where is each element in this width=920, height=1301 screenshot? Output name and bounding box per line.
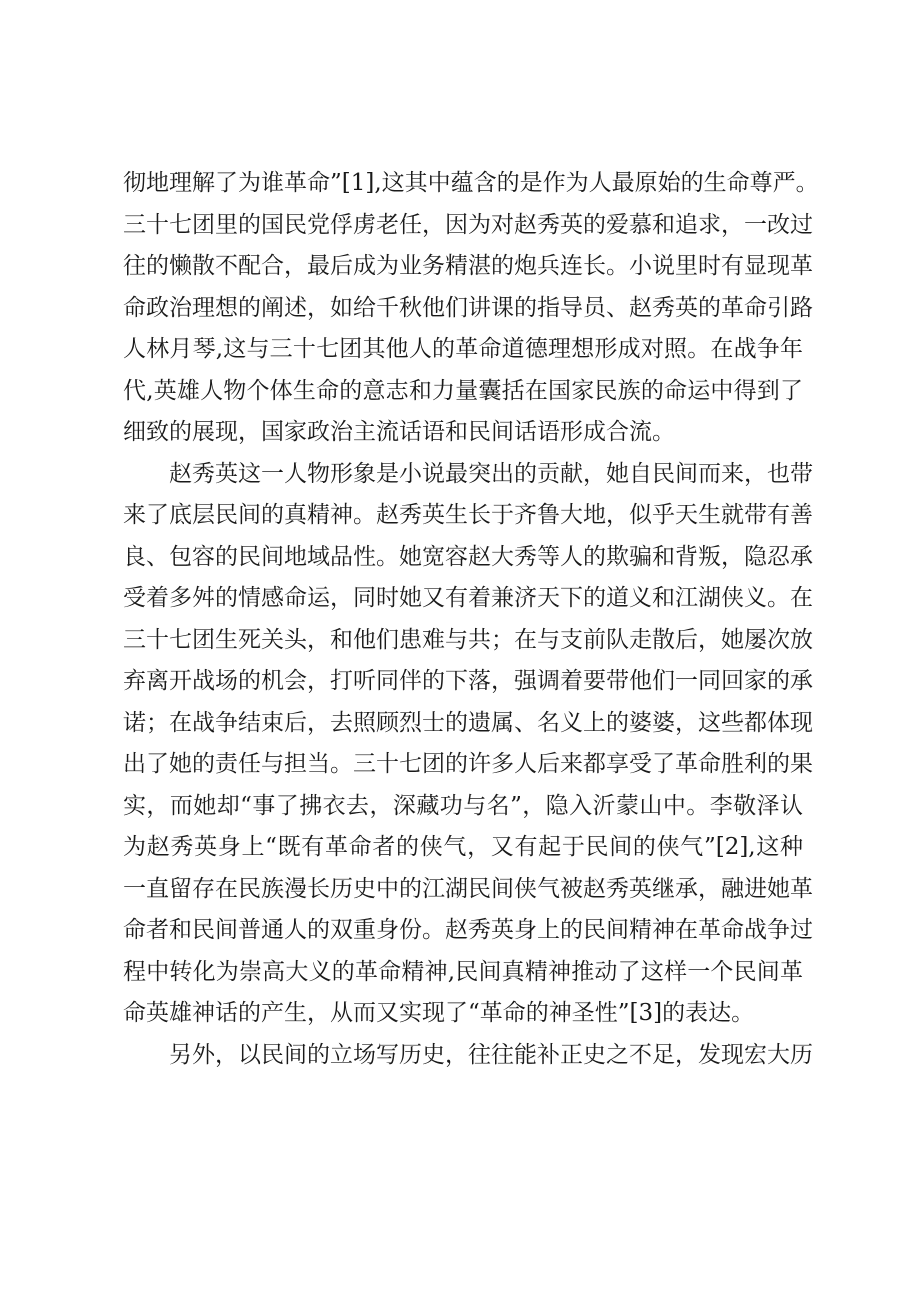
- text-line: 人林月琴,这与三十七团其他人的革命道德理想形成对照。在战争年: [123, 336, 803, 362]
- paragraph-1: [123, 163, 819, 454]
- text-line: 赵秀英这一人物形象是小说最突出的贡献，她自民间而来，也带: [169, 460, 813, 487]
- text-line: 弃离开战场的机会，打听同伴的下落，强调着要带他们一同回家的承: [123, 668, 813, 694]
- text-line: 三十七团生死关头，和他们患难与共；在与支前队走散后，她屡次放: [123, 626, 813, 653]
- paragraph-3: [123, 1035, 813, 1077]
- body-text: [123, 163, 819, 1076]
- text-line: 来了底层民间的真精神。赵秀英生长于齐鲁大地，似乎天生就带有善: [123, 502, 813, 528]
- text-line: 命者和民间普通人的双重身份。赵秀英身上的民间精神在革命战争过: [123, 917, 813, 943]
- text-line: 诺；在战争结束后，去照顾烈士的遗属、名义上的婆婆，这些都体现: [123, 709, 813, 736]
- text-line: 往的懒散不配合，最后成为业务精湛的炮兵连长。小说里时有显现革: [123, 253, 813, 279]
- text-line: 程中转化为崇高大义的革命精神,民间真精神推动了这样一个民间革: [123, 958, 803, 985]
- text-line: 出了她的责任与担当。三十七团的许多人后来都享受了革命胜利的果: [123, 751, 813, 777]
- text-line: 为赵秀英身上“既有革命者的侠气，又有起于民间的侠气”[2],这种: [123, 834, 803, 860]
- text-line: 彻地理解了为谁革命”[1],这其中蕴含的是作为人最原始的生命尊严。: [123, 170, 819, 196]
- text-line: 实，而她却“事了拂衣去，深藏功与名”，隐入沂蒙山中。李敬泽认: [123, 792, 803, 819]
- text-line: 代,英雄人物个体生命的意志和力量囊括在国家民族的命运中得到了: [123, 377, 803, 404]
- text-line: 细致的展现，国家政治主流话语和民间话语形成合流。: [123, 419, 675, 445]
- text-line: 命政治理想的阐述，如给千秋他们讲课的指导员、赵秀英的革命引路: [123, 294, 813, 321]
- text-line: 良、包容的民间地域品性。她宽容赵大秀等人的欺骗和背叛，隐忍承: [123, 543, 813, 570]
- text-line: 受着多舛的情感命运，同时她又有着兼济天下的道义和江湖侠义。在: [123, 585, 813, 611]
- text-line: 一直留存在民族漫长历史中的江湖民间侠气被赵秀英继承，融进她革: [123, 875, 813, 902]
- text-line: 另外，以民间的立场写历史，往往能补正史之不足，发现宏大历: [169, 1041, 813, 1068]
- paragraph-2: [123, 454, 813, 1035]
- text-line: 命英雄神话的产生，从而又实现了“革命的神圣性”[3]的表达。: [123, 1000, 755, 1026]
- text-line: 三十七团里的国民党俘虏老任，因为对赵秀英的爱慕和追求，一改过: [123, 211, 813, 238]
